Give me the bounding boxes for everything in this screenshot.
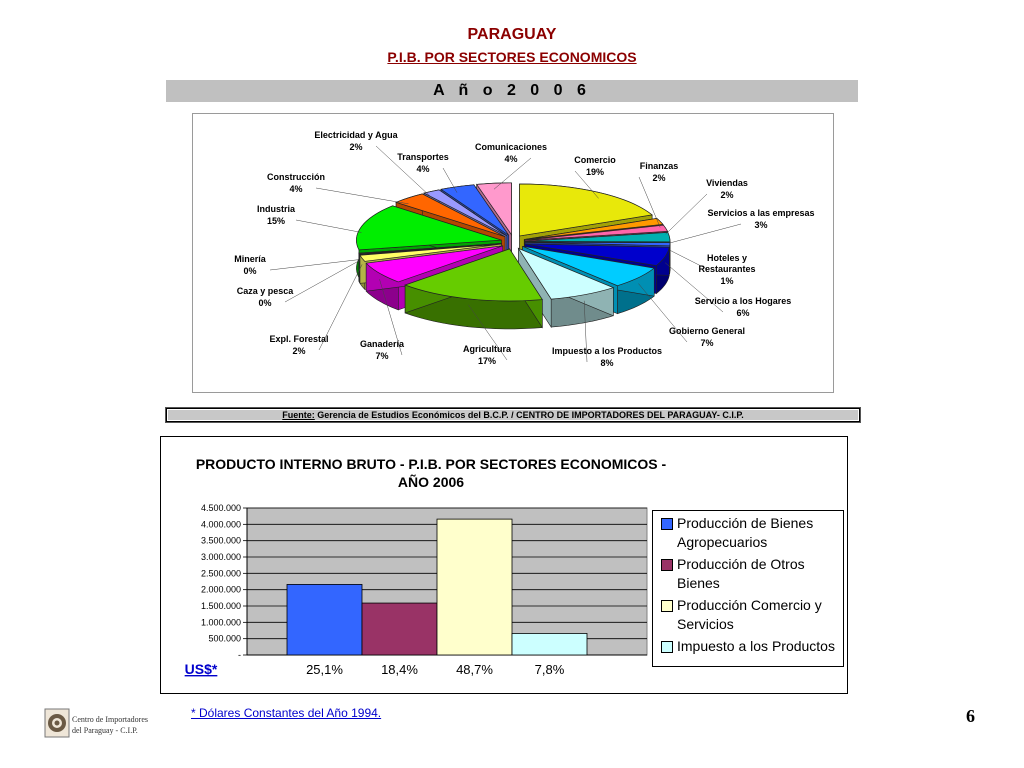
legend-item-impuesto-a-los-productos (653, 637, 843, 656)
pie-label-hoteles-y-restaurantes-0: Hoteles y (706, 253, 748, 263)
page-title: PARAGUAY (467, 26, 557, 43)
bar-produccion-de-bienes-agropecuarios (287, 584, 362, 655)
bar-pct-label-produccion-de-bienes-agropecuarios: 25,1% (306, 662, 343, 677)
bar-ytick-label: 3.500.000 (200, 535, 241, 546)
pie-leader-construccion (316, 188, 408, 204)
legend-swatch (661, 641, 673, 653)
pie-label-industria: Industria (256, 204, 296, 214)
pie-label-gobierno-general: Gobierno General (668, 326, 746, 336)
pie-label-caza-y-pesca: Caza y pesca (236, 286, 294, 296)
bar-pct-label-produccion-de-otros-bienes: 18,4% (381, 662, 418, 677)
pie-label-comercio: Comercio (574, 155, 616, 165)
cip-logo-text (72, 714, 148, 736)
pie-label-transportes: Transportes (397, 152, 449, 162)
pie-pct-hoteles-y-restaurantes: 1% (720, 276, 734, 286)
bar-currency-label: US$* (184, 661, 218, 677)
cip-logo-line2: del Paraguay - C.I.P. (72, 726, 138, 735)
year-banner: A ñ o 2 0 0 6 (166, 80, 858, 102)
page-subtitle: P.I.B. POR SECTORES ECONOMICOS (387, 49, 637, 65)
pie-pct-servicios-a-las-empresas: 3% (754, 220, 768, 230)
bar-produccion-de-otros-bienes (362, 603, 437, 655)
pie-pct-comunicaciones: 4% (504, 154, 518, 164)
pie-label-construccion: Construcción (266, 172, 326, 182)
legend-item-produccion-comercio-y-servicios (653, 596, 843, 634)
pie-label-expl-forestal: Expl. Forestal (269, 334, 329, 344)
pie-leader-viviendas (666, 194, 707, 234)
pie-label-servicios-a-las-empresas: Servicios a las empresas (707, 208, 815, 218)
bar-pct-label-produccion-comercio-y-servicios: 48,7% (456, 662, 493, 677)
page-number: 6 (966, 706, 975, 726)
pie-chart (193, 114, 833, 392)
legend-label: Producción de Otros Bienes (677, 556, 805, 591)
pie-pct-mineria: 0% (243, 266, 257, 276)
pie-pct-ganaderia: 7% (375, 351, 389, 361)
pie-pct-comercio: 19% (585, 167, 605, 177)
pie-label-electricidad-y-agua: Electricidad y Agua (314, 130, 398, 140)
pie-label-agricultura: Agricultura (462, 344, 512, 354)
pie-label-comunicaciones: Comunicaciones (474, 142, 548, 152)
pie-label-viviendas: Viviendas (706, 178, 748, 188)
pie-pct-finanzas: 2% (652, 173, 666, 183)
footnote: * Dólares Constantes del Año 1994. (191, 706, 382, 720)
pie-pct-electricidad-y-agua: 2% (349, 142, 363, 152)
source-text: Gerencia de Estudios Económicos del B.C.P. / CENTRO DE IMPORTADORES DEL PARAGUAY- C.I.P. (314, 410, 744, 420)
pie-pct-industria: 15% (266, 216, 286, 226)
legend-item-produccion-de-otros-bienes (653, 555, 843, 593)
pie-chart-panel (192, 113, 834, 393)
bar-chart-legend (652, 510, 844, 667)
pie-leader-industria (296, 220, 362, 232)
pie-label-servicio-a-los-hogares: Servicio a los Hogares (694, 296, 792, 306)
bar-produccion-comercio-y-servicios (437, 519, 512, 655)
pie-pct-impuesto-a-los-productos: 8% (600, 358, 614, 368)
bar-impuesto-a-los-productos (512, 633, 587, 655)
legend-label: Producción Comercio y Servicios (677, 597, 822, 632)
pie-label-ganaderia: Ganadería (359, 339, 405, 349)
bar-ytick-label: 1.500.000 (200, 601, 241, 611)
legend-item-produccion-de-bienes-agropecuarios (653, 514, 843, 552)
pie-pct-caza-y-pesca: 0% (258, 298, 272, 308)
pie-label-mineria: Minería (234, 254, 266, 264)
pie-pct-servicio-a-los-hogares: 6% (736, 308, 750, 318)
pie-label-impuesto-a-los-productos: Impuesto a los Productos (551, 346, 663, 356)
bar-ytick-label: 4.000.000 (200, 519, 241, 530)
bar-ytick-label: 1.000.000 (200, 617, 241, 628)
bar-chart-title-line1: PRODUCTO INTERNO BRUTO - P.I.B. POR SECTORES ECONOMICOS - (195, 456, 667, 472)
pie-pct-gobierno-general: 7% (700, 338, 714, 348)
source-prefix: Fuente: (282, 410, 315, 420)
legend-swatch (661, 518, 673, 530)
bar-ytick-label: 2.500.000 (200, 568, 241, 579)
legend-swatch (661, 559, 673, 571)
bar-chart-panel (160, 436, 848, 694)
cip-logo-line1: Centro de Importadores (72, 715, 148, 724)
pie-pct-construccion: 4% (289, 184, 303, 194)
bar-pct-label-impuesto-a-los-productos: 7,8% (534, 662, 565, 677)
source-note (166, 408, 860, 422)
bar-ytick-label: - (238, 650, 241, 660)
legend-swatch (661, 600, 673, 612)
pie-pct-transportes: 4% (416, 164, 430, 174)
bar-ytick-label: 2.000.000 (200, 584, 241, 595)
bar-ytick-label: 4.500.000 (200, 503, 241, 513)
legend-label: Impuesto a los Productos (677, 638, 835, 654)
pie-pct-agricultura: 17% (477, 356, 497, 366)
pie-pct-expl-forestal: 2% (292, 346, 306, 356)
cip-seal-icon (44, 708, 70, 738)
pie-label-finanzas: Finanzas (639, 161, 679, 171)
bar-ytick-label: 3.000.000 (200, 552, 241, 562)
legend-label: Producción de Bienes Agropecuarios (677, 515, 814, 550)
bar-chart-title-line2: AÑO 2006 (397, 474, 465, 490)
pie-pct-viviendas: 2% (720, 190, 734, 200)
bar-ytick-label: 500.000 (208, 633, 241, 644)
pie-label-hoteles-y-restaurantes-1: Restaurantes (698, 264, 756, 274)
pie-leader-servicios-a-las-empresas (669, 224, 741, 243)
